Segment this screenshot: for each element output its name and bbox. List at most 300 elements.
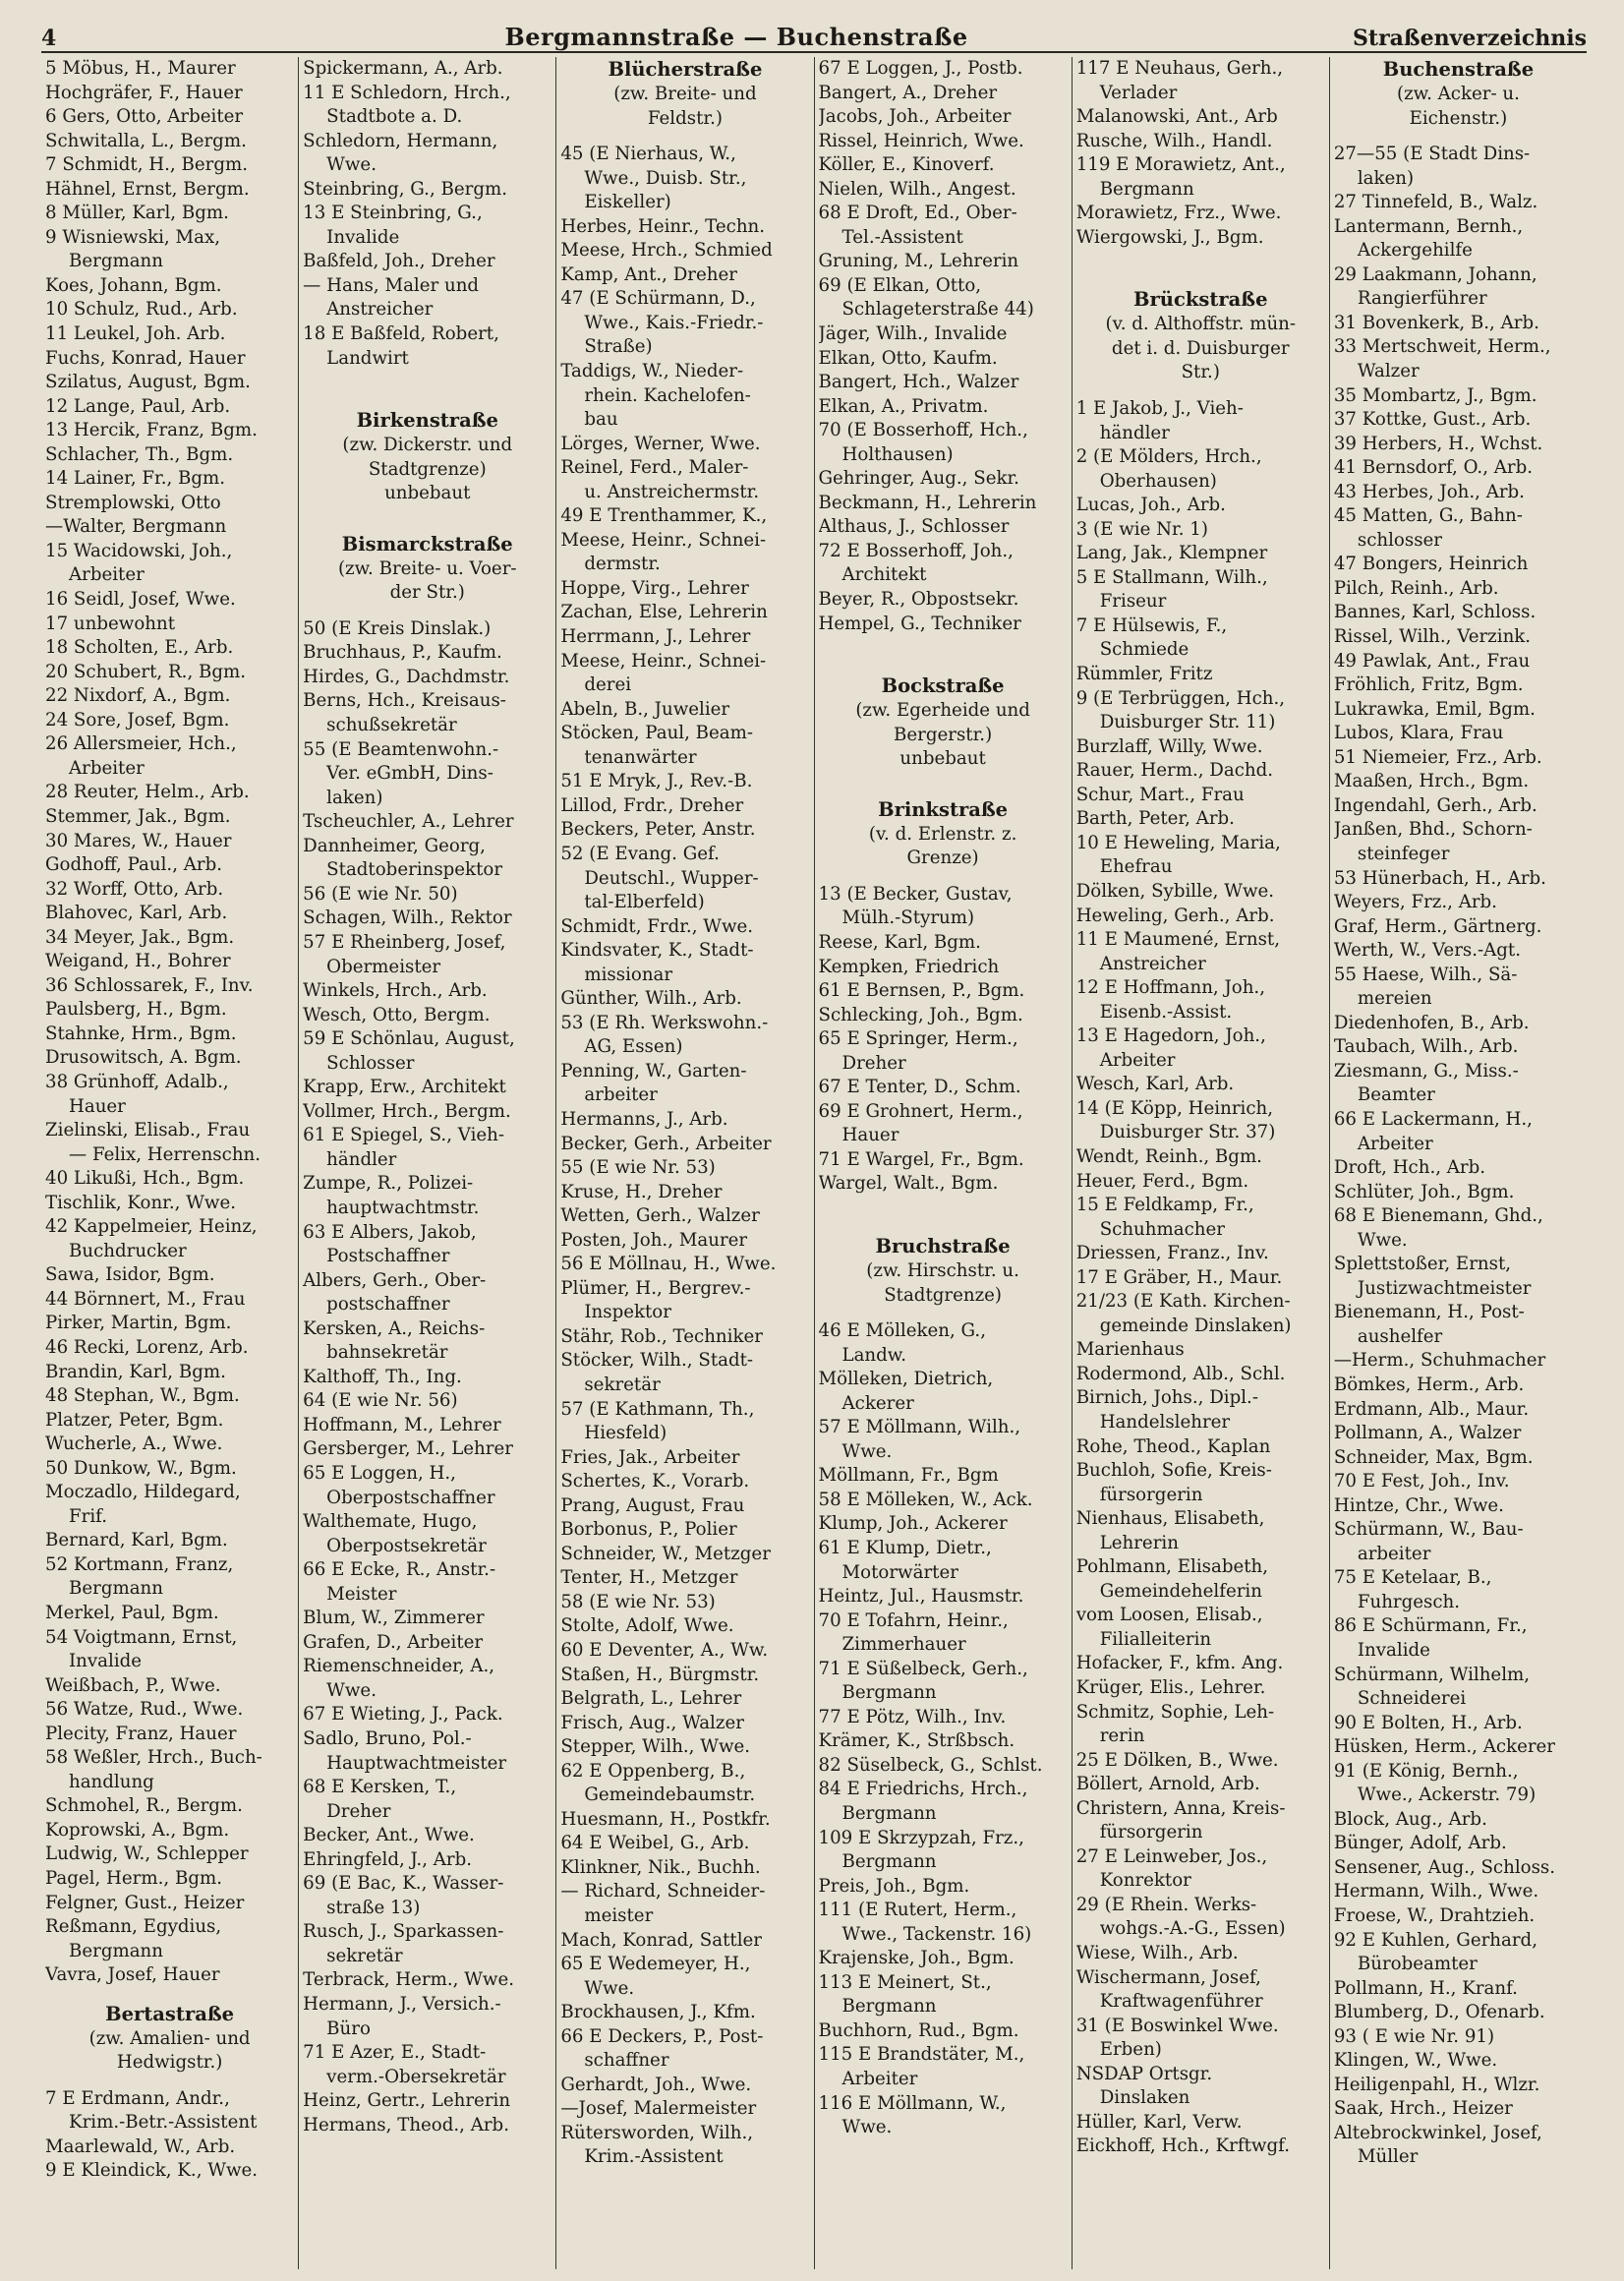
entry-continuation: Invalide bbox=[1357, 1640, 1430, 1661]
entry: 49 E Trenthammer, K., bbox=[560, 505, 768, 527]
entry: Staßen, H., Bürgmstr. bbox=[560, 1664, 760, 1685]
entry: Stahnke, Hrm., Bgm. bbox=[45, 1023, 237, 1044]
spacer bbox=[303, 606, 551, 617]
entry: Elkan, Otto, Kaufm. bbox=[818, 347, 998, 369]
entry-continuation: Oberhausen) bbox=[1099, 470, 1217, 492]
entry: Dannheimer, Georg, bbox=[303, 835, 486, 856]
entry: 13 (E Becker, Gustav, bbox=[818, 883, 1013, 905]
entry-continuation: Hiesfeld) bbox=[584, 1423, 667, 1444]
street-heading: Brinkstraße bbox=[878, 797, 1009, 821]
entry: 8 Müller, Karl, Bgm. bbox=[45, 203, 229, 224]
entry: Pohlmann, Elisabeth, bbox=[1075, 1556, 1269, 1578]
entry: Brockhausen, J., Kfm. bbox=[560, 2002, 756, 2023]
street-description: Grenze) bbox=[906, 848, 979, 869]
entry-continuation: Lehrerin bbox=[1099, 1532, 1179, 1553]
entry-continuation: Hauptwachtmeister bbox=[326, 1752, 507, 1774]
entry: Sadlo, Bruno, Pol.- bbox=[303, 1728, 472, 1749]
entry: Schlecking, Joh., Bgm. bbox=[818, 1004, 1023, 1025]
entry: Rohe, Theod., Kaplan bbox=[1075, 1435, 1271, 1457]
entry: 43 Herbes, Joh., Arb. bbox=[1333, 481, 1525, 502]
entry: Ziesmann, G., Miss.- bbox=[1333, 1060, 1519, 1082]
entry: Tenter, H., Metzger bbox=[560, 1567, 738, 1589]
entry: Weigand, H., Bohrer bbox=[45, 951, 231, 972]
entry: 116 E Möllmann, W., bbox=[818, 2092, 1007, 2114]
entry-continuation: Anstreicher bbox=[1099, 953, 1206, 974]
spacer bbox=[1076, 385, 1325, 397]
entry-continuation: Konrektor bbox=[1099, 1870, 1191, 1892]
entry: Reese, Karl, Bgm. bbox=[818, 931, 981, 953]
entry: 7 E Erdmann, Andr., bbox=[45, 2087, 230, 2109]
entry: Meese, Hrch., Schmied bbox=[560, 240, 773, 262]
street-heading: Bruchstraße bbox=[875, 1234, 1011, 1257]
entry: Hähnel, Ernst, Bergm. bbox=[45, 178, 250, 200]
entry: 37 Kottke, Gust., Arb. bbox=[1333, 409, 1532, 431]
entry: 6 Gers, Otto, Arbeiter bbox=[45, 106, 244, 128]
entry-continuation: schaffner bbox=[584, 2050, 669, 2072]
entry: —Josef, Malermeister bbox=[560, 2098, 757, 2120]
entry: Buchhorn, Rud., Bgm. bbox=[818, 2019, 1019, 2041]
entry-continuation: Bergmann bbox=[841, 1803, 937, 1824]
entry-continuation: Duisburger Str. 11) bbox=[1099, 712, 1276, 733]
entry-continuation: Bergmann bbox=[69, 251, 163, 272]
entry: 48 Stephan, W., Bgm. bbox=[45, 1385, 240, 1407]
entry: 60 E Deventer, A., Ww. bbox=[560, 1640, 769, 1661]
entry-continuation: Holthausen) bbox=[841, 443, 954, 465]
entry: Heuer, Ferd., Bgm. bbox=[1075, 1170, 1249, 1192]
entry-continuation: straße 13) bbox=[326, 1897, 421, 1918]
entry-continuation: Gemeindebaumstr. bbox=[584, 1784, 756, 1806]
spacer bbox=[819, 636, 1068, 648]
entry: Mölleken, Dietrich, bbox=[818, 1369, 994, 1390]
entry: Posten, Joh., Maurer bbox=[560, 1229, 748, 1251]
entry: 11 E Maumené, Ernst, bbox=[1075, 929, 1281, 951]
entry-continuation: Stadtoberinspektor bbox=[326, 859, 503, 881]
entry: Taddigs, W., Nieder- bbox=[560, 361, 744, 382]
entry: Hermann, Wilh., Wwe. bbox=[1333, 1881, 1539, 1902]
entry-continuation: Arbeiter bbox=[69, 564, 145, 586]
entry: 18 E Baßfeld, Robert, bbox=[303, 323, 499, 345]
page-header bbox=[41, 18, 1587, 53]
entry: 71 E Süßelbeck, Gerh., bbox=[818, 1658, 1028, 1679]
column-2 bbox=[299, 57, 556, 2269]
entry: Herbes, Heinr., Techn. bbox=[560, 215, 766, 237]
entry: Möllmann, Fr., Bgm bbox=[818, 1465, 999, 1487]
entry: Sensener, Aug., Schloss. bbox=[1333, 1856, 1556, 1878]
entry: 18 Scholten, E., Arb. bbox=[45, 637, 234, 659]
entry: Gerhardt, Joh., Wwe. bbox=[560, 2074, 752, 2095]
entry: Hofacker, F., kfm. Ang. bbox=[1075, 1653, 1284, 1674]
entry: 62 E Oppenberg, B., bbox=[560, 1760, 746, 1782]
entry: 34 Meyer, Jak., Bgm. bbox=[45, 926, 235, 948]
entry: 13 E Steinbring, G., bbox=[303, 203, 483, 224]
entry-continuation: Ver. eGmbH, Dins- bbox=[326, 763, 493, 785]
entry: 1 E Jakob, J., Vieh- bbox=[1075, 398, 1244, 420]
entry-continuation: Straße) bbox=[584, 336, 653, 358]
entry: 84 E Friedrichs, Hrch., bbox=[818, 1779, 1028, 1800]
entry: 93 ( E wie Nr. 91) bbox=[1333, 2025, 1495, 2047]
entry-continuation: missionar bbox=[584, 964, 673, 985]
entry: Saak, Hrch., Heizer bbox=[1333, 2098, 1513, 2120]
entry: Rusch, J., Sparkassen- bbox=[303, 1921, 504, 1943]
entry: Nienhaus, Elisabeth, bbox=[1075, 1508, 1265, 1530]
entry: — Richard, Schneider- bbox=[560, 1881, 766, 1902]
entry: 69 (E Elkan, Otto, bbox=[818, 274, 982, 296]
entry: Schwitalla, L., Bergm. bbox=[45, 130, 247, 151]
entry: Preis, Joh., Bgm. bbox=[818, 1875, 970, 1897]
entry-continuation: Fuhrgesch. bbox=[1357, 1591, 1461, 1612]
entry: Bünger, Adolf, Arb. bbox=[1333, 1833, 1507, 1854]
page-number: 4 bbox=[41, 26, 57, 51]
street-description: det i. d. Duisburger bbox=[1111, 337, 1290, 359]
entry-continuation: Dinslaken bbox=[1099, 2087, 1190, 2109]
entry-continuation: Eisenb.-Assist. bbox=[1099, 1001, 1233, 1023]
entry: Stöcker, Wilh., Stadt- bbox=[560, 1350, 754, 1372]
entry-continuation: Krim.-Betr.-Assistent bbox=[69, 2112, 258, 2134]
entry: 50 Dunkow, W., Bgm. bbox=[45, 1457, 237, 1479]
entry-continuation: Bergmann bbox=[841, 1996, 937, 2018]
entry: 47 Bongers, Heinrich bbox=[1333, 554, 1529, 575]
entry: Abeln, B., Juwelier bbox=[560, 698, 730, 720]
spacer bbox=[1334, 131, 1583, 143]
entry: Schmohel, R., Bergm. bbox=[45, 1795, 243, 1817]
entry-continuation: Hauer bbox=[841, 1125, 899, 1146]
entry-continuation: Mülh.-Styrum) bbox=[841, 907, 975, 929]
street-description: der Str.) bbox=[389, 582, 465, 604]
entry: Gehringer, Aug., Sekr. bbox=[818, 468, 1019, 490]
spacer bbox=[303, 506, 551, 518]
entry: Penning, W., Garten- bbox=[560, 1060, 747, 1082]
entry-continuation: Wwe., Tackenstr. 16) bbox=[841, 1923, 1032, 1945]
entry: Stepper, Wilh., Wwe. bbox=[560, 1736, 751, 1758]
entry: 36 Schlossarek, F., Inv. bbox=[45, 974, 254, 996]
entry: Schertes, K., Vorarb. bbox=[560, 1471, 750, 1492]
entry: Felgner, Gust., Heizer bbox=[45, 1892, 245, 1913]
entry: Klingen, W., Wwe. bbox=[1333, 2050, 1498, 2072]
entry-continuation: tal-Elberfeld) bbox=[584, 892, 705, 913]
entry-continuation: händler bbox=[1099, 422, 1170, 443]
entry: 12 Lange, Paul, Arb. bbox=[45, 395, 231, 417]
column-5 bbox=[1073, 57, 1330, 2269]
street-description: (zw. Egerheide und bbox=[855, 700, 1030, 722]
entry: 67 E Loggen, J., Postb. bbox=[818, 58, 1023, 79]
entry: 27 Tinnefeld, B., Walz. bbox=[1333, 192, 1538, 213]
entry: Vavra, Josef, Hauer bbox=[45, 1964, 220, 1986]
entry: Jäger, Wilh., Invalide bbox=[818, 323, 1008, 345]
entry: Droft, Hch., Arb. bbox=[1333, 1157, 1486, 1179]
entry: Wischermann, Josef, bbox=[1075, 1966, 1261, 1988]
entry: Pirker, Martin, Bgm. bbox=[45, 1313, 232, 1334]
entry: 9 (E Terbrüggen, Hch., bbox=[1075, 687, 1286, 709]
entry: Ehringfeld, J., Arb. bbox=[303, 1848, 473, 1870]
entry-continuation: Bergmann bbox=[1099, 178, 1194, 200]
spacer bbox=[819, 772, 1068, 784]
entry: Blahovec, Karl, Arb. bbox=[45, 903, 228, 924]
entry: Splettstoßer, Ernst, bbox=[1333, 1254, 1512, 1275]
entry: 56 E Möllnau, H., Wwe. bbox=[560, 1254, 777, 1275]
entry: 20 Schubert, R., Bgm. bbox=[45, 661, 247, 682]
entry-continuation: Friseur bbox=[1099, 591, 1167, 613]
entry-continuation: u. Anstreichermstr. bbox=[584, 481, 760, 502]
entry: Kersken, A., Reichs- bbox=[303, 1317, 486, 1339]
entry: Schagen, Wilh., Rektor bbox=[303, 907, 512, 929]
entry: Bernard, Karl, Bgm. bbox=[45, 1530, 228, 1551]
entry-continuation: — Felix, Herrenschn. bbox=[69, 1143, 261, 1165]
entry: Block, Aug., Arb. bbox=[1333, 1808, 1487, 1830]
entry-continuation: Deutschl., Wupper- bbox=[584, 867, 759, 889]
entry: Belgrath, L., Lehrer bbox=[560, 1688, 742, 1710]
entry-continuation: Ehefrau bbox=[1099, 856, 1173, 878]
entry: 31 Bovenkerk, B., Arb. bbox=[1333, 312, 1539, 333]
entry: 61 E Bernsen, P., Bgm. bbox=[818, 980, 1025, 1002]
entry: Barth, Peter, Arb. bbox=[1075, 808, 1235, 830]
entry: 113 E Meinert, St., bbox=[818, 1971, 992, 1993]
entry: 38 Grünhoff, Adalb., bbox=[45, 1071, 229, 1092]
entry: 17 unbewohnt bbox=[45, 613, 176, 634]
entry: 57 E Rheinberg, Josef, bbox=[303, 931, 506, 953]
entry-continuation: sekretär bbox=[326, 1945, 403, 1966]
entry-continuation: Hauer bbox=[69, 1095, 126, 1117]
entry: 35 Mombartz, J., Bgm. bbox=[1333, 384, 1537, 406]
entry: 46 E Mölleken, G., bbox=[818, 1320, 986, 1342]
entry: 33 Mertschweit, Herm., bbox=[1333, 336, 1551, 358]
street-heading: Birkenstraße bbox=[356, 409, 498, 433]
entry-continuation: Bergmann bbox=[841, 1682, 937, 1704]
entry: 29 (E Rhein. Werks- bbox=[1075, 1894, 1257, 1915]
entry: 53 (E Rh. Werkswohn.- bbox=[560, 1012, 769, 1033]
entry: Grafen, D., Arbeiter bbox=[303, 1631, 484, 1653]
column-6 bbox=[1330, 57, 1587, 2269]
street-description: (zw. Dickerstr. und bbox=[342, 435, 513, 456]
entry: 30 Mares, W., Hauer bbox=[45, 830, 232, 851]
street-description: Stadtgrenze) bbox=[884, 1284, 1003, 1306]
entry: 68 E Bienemann, Ghd., bbox=[1333, 1205, 1543, 1227]
section-title: Straßenverzeichnis bbox=[1353, 26, 1587, 51]
entry: 15 E Feldkamp, Fr., bbox=[1075, 1195, 1254, 1216]
spacer bbox=[45, 2076, 294, 2087]
entry: 9 Wisniewski, Max, bbox=[45, 226, 220, 248]
entry: 44 Börnnert, M., Frau bbox=[45, 1288, 246, 1310]
entry: Wendt, Reinh., Bgm. bbox=[1075, 1145, 1262, 1167]
entry: 54 Voigtmann, Ernst, bbox=[45, 1626, 238, 1648]
entry: 16 Seidl, Josef, Wwe. bbox=[45, 589, 236, 611]
entry-continuation: Buchdrucker bbox=[69, 1240, 187, 1261]
entry: 40 Likußi, Hch., Bgm. bbox=[45, 1168, 245, 1190]
entry: 15 Wacidowski, Joh., bbox=[45, 540, 233, 561]
entry-continuation: meister bbox=[584, 1905, 654, 1927]
entry: 67 E Wieting, J., Pack. bbox=[303, 1704, 503, 1725]
entry: 42 Kappelmeier, Heinz, bbox=[45, 1216, 258, 1238]
entry-continuation: Landwirt bbox=[326, 347, 409, 369]
entry-continuation: Filialleiterin bbox=[1099, 1628, 1212, 1650]
entry: 64 (E wie Nr. 56) bbox=[303, 1390, 458, 1412]
entry: 82 Süselbeck, G., Schlst. bbox=[818, 1754, 1043, 1776]
entry-continuation: Wwe., Kais.-Friedr.- bbox=[584, 312, 764, 333]
entry: Vollmer, Hrch., Bergm. bbox=[303, 1100, 511, 1122]
entry-continuation: Postschaffner bbox=[326, 1246, 450, 1267]
entry-continuation: Tel.-Assistent bbox=[841, 226, 963, 248]
entry: Hempel, G., Techniker bbox=[818, 613, 1021, 634]
entry: 13 E Hagedorn, Joh., bbox=[1075, 1025, 1266, 1047]
entry: 10 E Heweling, Maria, bbox=[1075, 832, 1281, 853]
street-description: (v. d. Althoffstr. mün- bbox=[1105, 314, 1297, 335]
entry: Blum, W., Zimmerer bbox=[303, 1608, 485, 1629]
entry: Steinbring, G., Bergm. bbox=[303, 178, 508, 200]
entry: 14 (E Köpp, Heinrich, bbox=[1075, 1097, 1274, 1119]
entry: Schürmann, Wilhelm, bbox=[1333, 1664, 1531, 1685]
entry: Godhoff, Paul., Arb. bbox=[45, 854, 223, 876]
entry: 32 Worff, Otto, Arb. bbox=[45, 878, 224, 900]
entry-continuation: Bergmann bbox=[69, 1578, 163, 1600]
entry: Hermans, Theod., Arb. bbox=[303, 2114, 509, 2135]
entry: Kempken, Friedrich bbox=[818, 956, 1000, 977]
entry: 57 E Möllmann, Wilh., bbox=[818, 1417, 1021, 1438]
entry-continuation: AG, Essen) bbox=[584, 1036, 683, 1058]
entry: Gersberger, M., Lehrer bbox=[303, 1438, 513, 1460]
entry: Günther, Wilh., Arb. bbox=[560, 988, 742, 1010]
entry-continuation: Schlosser bbox=[326, 1052, 415, 1074]
entry: Klinkner, Nik., Buchh. bbox=[560, 1856, 761, 1878]
entry: NSDAP Ortsgr. bbox=[1075, 2063, 1213, 2084]
entry: Blumberg, D., Ofenarb. bbox=[1333, 2002, 1545, 2023]
entry-continuation: Obermeister bbox=[326, 956, 441, 977]
entry: Weyers, Frz., Arb. bbox=[1333, 892, 1497, 913]
entry: 51 E Mryk, J., Rev.-B. bbox=[560, 771, 753, 792]
entry: Heinz, Gertr., Lehrerin bbox=[303, 2090, 511, 2112]
entry: 64 E Weibel, G., Arb. bbox=[560, 1833, 750, 1854]
entry-continuation: Rangierführer bbox=[1357, 288, 1487, 310]
entry: Schlüter, Joh., Bgm. bbox=[1333, 1181, 1515, 1202]
entry: Rümmler, Fritz bbox=[1075, 664, 1213, 685]
entry: Rauer, Herm., Dachd. bbox=[1075, 760, 1274, 782]
entry: 45 Matten, G., Bahn- bbox=[1333, 505, 1523, 527]
entry-continuation: händler bbox=[326, 1148, 397, 1170]
entry: 67 E Tenter, D., Schm. bbox=[818, 1077, 1021, 1098]
entry: Tscheuchler, A., Lehrer bbox=[303, 811, 514, 833]
entry: Böllert, Arnold, Arb. bbox=[1075, 1774, 1260, 1795]
entry: Walthemate, Hugo, bbox=[303, 1511, 478, 1533]
entry: 46 Recki, Lorenz, Arb. bbox=[45, 1336, 249, 1358]
entry: 65 E Loggen, H., bbox=[303, 1462, 456, 1484]
street-heading: Blücherstraße bbox=[608, 58, 763, 81]
entry-continuation: Oberpostschaffner bbox=[326, 1487, 495, 1508]
entry: Althaus, J., Schlosser bbox=[818, 516, 1010, 538]
entry-continuation: hauptwachtmstr. bbox=[326, 1197, 480, 1218]
entry: Schmidt, Frdr., Wwe. bbox=[560, 915, 754, 937]
entry: Lang, Jak., Klempner bbox=[1075, 543, 1268, 564]
spacer bbox=[819, 871, 1068, 883]
entry: Stremplowski, Otto bbox=[45, 492, 221, 513]
entry-continuation: Wwe. bbox=[584, 1977, 635, 1999]
entry: 92 E Kuhlen, Gerhard, bbox=[1333, 1929, 1537, 1951]
entry: 28 Reuter, Helm., Arb. bbox=[45, 782, 250, 803]
spacer bbox=[560, 131, 809, 143]
entry: Stöcken, Paul, Beam- bbox=[560, 723, 754, 744]
street-description: Str.) bbox=[1181, 362, 1220, 383]
entry: Wiergowski, J., Bgm. bbox=[1075, 226, 1264, 248]
entry: 111 (E Rutert, Herm., bbox=[818, 1900, 1017, 1921]
entry: 86 E Schürmann, Fr., bbox=[1333, 1615, 1528, 1637]
entry: Schur, Mart., Frau bbox=[1075, 784, 1245, 805]
entry: —Herm., Schuhmacher bbox=[1333, 1350, 1546, 1372]
entry: Hochgräfer, F., Hauer bbox=[45, 82, 243, 103]
entry: Wesch, Karl, Arb. bbox=[1075, 1074, 1235, 1095]
entry: Driessen, Franz., Inv. bbox=[1075, 1243, 1269, 1264]
entry: Marienhaus bbox=[1075, 1339, 1185, 1361]
entry: Rodermond, Alb., Schl. bbox=[1075, 1363, 1286, 1384]
entry: 10 Schulz, Rud., Arb. bbox=[45, 299, 238, 321]
entry: 3 (E wie Nr. 1) bbox=[1075, 518, 1208, 540]
entry: Schneider, Max, Bgm. bbox=[1333, 1446, 1534, 1468]
entry-continuation: Arbeiter bbox=[1099, 1049, 1176, 1071]
entry-continuation: Wwe., Duisb. Str., bbox=[584, 167, 747, 189]
entry: Bangert, A., Dreher bbox=[818, 82, 998, 103]
entry: 69 (E Bac, K., Wasser- bbox=[303, 1873, 504, 1895]
entry: 91 (E König, Bernh., bbox=[1333, 1760, 1519, 1782]
entry: 29 Laakmann, Johann, bbox=[1333, 263, 1537, 285]
entry: Kalthoff, Th., Ing. bbox=[303, 1366, 462, 1387]
entry: Fröhlich, Fritz, Bgm. bbox=[1333, 674, 1524, 696]
entry: Zielinski, Elisab., Frau bbox=[45, 1120, 251, 1141]
entry: 12 E Hoffmann, Joh., bbox=[1075, 977, 1265, 999]
entry: Bienemann, H., Post- bbox=[1333, 1302, 1525, 1323]
entry: 56 Watze, Rud., Wwe. bbox=[45, 1699, 244, 1721]
entry: Janßen, Bhd., Schorn- bbox=[1333, 819, 1533, 841]
street-description: Hedwigstr.) bbox=[116, 2052, 223, 2074]
entry: Bangert, Hch., Walzer bbox=[818, 372, 1019, 393]
entry-continuation: mereien bbox=[1357, 988, 1432, 1010]
entry: Huesmann, H., Postkfr. bbox=[560, 1808, 771, 1830]
entry: Wargel, Walt., Bgm. bbox=[818, 1173, 999, 1195]
entry-continuation: Wwe. bbox=[841, 2117, 893, 2138]
entry-continuation: Landw. bbox=[841, 1344, 906, 1366]
entry: 5 E Stallmann, Wilh., bbox=[1075, 566, 1268, 588]
entry: 22 Nixdorf, A., Bgm. bbox=[45, 685, 231, 707]
entry: — Hans, Maler und bbox=[303, 274, 480, 296]
entry-continuation: Ackergehilfe bbox=[1357, 240, 1473, 262]
entry: Tischlik, Konr., Wwe. bbox=[45, 1192, 237, 1213]
entry: Bömkes, Herm., Arb. bbox=[1333, 1374, 1525, 1395]
entry: Schneider, W., Metzger bbox=[560, 1543, 771, 1564]
entry: Graf, Herm., Gärtnerg. bbox=[1333, 915, 1542, 937]
street-description: (zw. Breite- und bbox=[613, 84, 757, 104]
entry: 52 Kortmann, Franz, bbox=[45, 1553, 234, 1575]
entry: 58 Weßler, Hrch., Buch- bbox=[45, 1747, 262, 1769]
entry: Köller, E., Kinoverf. bbox=[818, 154, 995, 176]
entry: Heiligenpahl, H., Wlzr. bbox=[1333, 2074, 1540, 2095]
entry: Altebrockwinkel, Josef, bbox=[1333, 2122, 1542, 2143]
entry: Hoffmann, M., Lehrer bbox=[303, 1414, 501, 1435]
entry-continuation: schlosser bbox=[1357, 529, 1442, 551]
entry: Hermanns, J., Arb. bbox=[560, 1108, 728, 1130]
entry: 31 (E Boswinkel Wwe. bbox=[1075, 2015, 1279, 2036]
entry: Frisch, Aug., Walzer bbox=[560, 1712, 744, 1733]
entry-continuation: Arbeiter bbox=[841, 2069, 918, 2090]
entry: Drusowitsch, A. Bgm. bbox=[45, 1047, 242, 1069]
entry-continuation: bahnsekretär bbox=[326, 1342, 448, 1364]
entry: vom Loosen, Elisab., bbox=[1075, 1605, 1263, 1626]
column-4 bbox=[815, 57, 1073, 2269]
entry: Lillod, Frdr., Dreher bbox=[560, 794, 744, 816]
entry: Sawa, Isidor, Bgm. bbox=[45, 1264, 215, 1286]
entry: Lubos, Klara, Frau bbox=[1333, 723, 1504, 744]
entry-continuation: Kraftwagenführer bbox=[1099, 1991, 1263, 2013]
entry: Lörges, Werner, Wwe. bbox=[560, 433, 761, 454]
entry: Wesch, Otto, Bergm. bbox=[303, 1004, 491, 1025]
entry-continuation: Frif. bbox=[69, 1505, 107, 1527]
entry: Herrmann, J., Lehrer bbox=[560, 626, 751, 648]
entry: Prang, August, Frau bbox=[560, 1494, 745, 1516]
entry: 70 (E Bosserhoff, Hch., bbox=[818, 420, 1028, 441]
